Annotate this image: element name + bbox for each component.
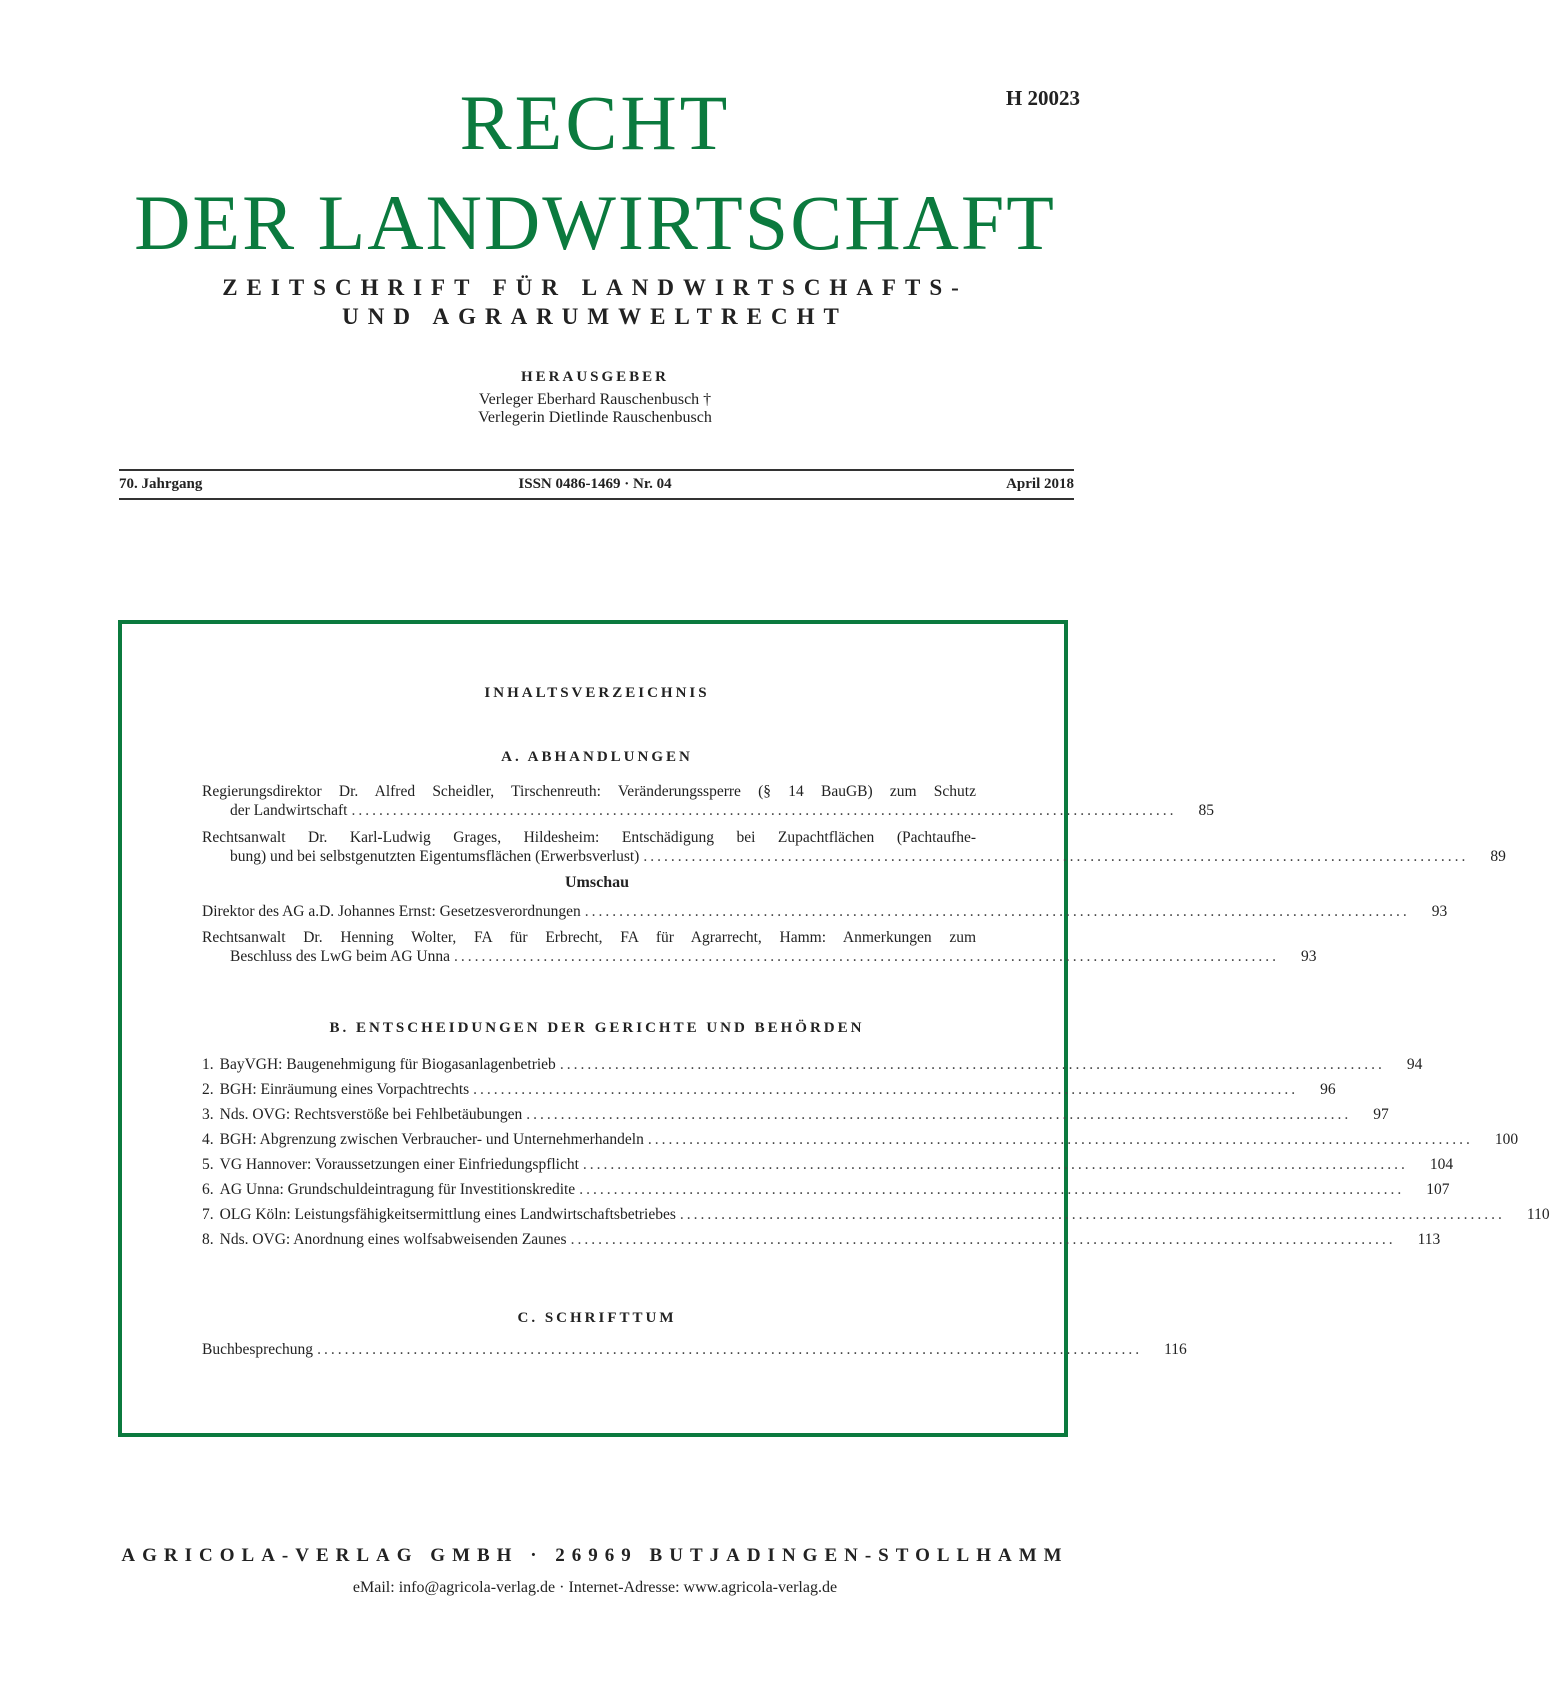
- toc-entry-page: 93: [1431, 903, 1448, 920]
- leader-dots: ........................................................................................................................: [582, 1156, 1408, 1173]
- toc-entry-page: 116: [1164, 1341, 1187, 1358]
- entry-number: 4.: [202, 1131, 214, 1148]
- toc-entry-text: VG Hannover: Voraussetzungen einer Einfriedungspflicht: [219, 1156, 579, 1173]
- toc-entry-line2: bung) und bei selbstgenutzten Eigentumsflächen (Erwerbsverlust): [230, 848, 640, 865]
- section-a-heading: A. ABHANDLUNGEN: [501, 749, 693, 765]
- journal-title-line2: DER LANDWIRTSCHAFT: [134, 179, 1056, 266]
- toc-entry-line2: der Landwirtschaft: [230, 802, 348, 819]
- leader-dots: ........................................................................................................................: [559, 1056, 1385, 1073]
- toc-entry-text: Direktor des AG a.D. Johannes Ernst: Gesetzesverordnungen: [202, 903, 581, 920]
- toc-entry[interactable]: [202, 1105, 1389, 1124]
- toc-entry[interactable]: [202, 928, 1317, 966]
- toc-entry[interactable]: [202, 1340, 1187, 1359]
- leader-dots: ........................................................................................................................: [647, 1131, 1473, 1148]
- leader-dots: ........................................................................................................................: [584, 903, 1410, 920]
- toc-entry[interactable]: [202, 1130, 1519, 1149]
- leader-dots: ........................................................................................................................: [579, 1181, 1405, 1198]
- toc-entry-text: OLG Köln: Leistungsfähigkeitsermittlung eines Landwirtschaftsbetriebes: [219, 1206, 676, 1223]
- toc-heading: INHALTSVERZEICHNIS: [484, 685, 710, 701]
- toc-entry-page: 94: [1406, 1056, 1423, 1073]
- publisher: AGRICOLA-VERLAG GMBH · 26969 BUTJADINGEN-STOLLHAMM: [121, 1545, 1069, 1566]
- section-b-heading: B. ENTSCHEIDUNGEN DER GERICHTE UND BEHÖRDEN: [329, 1020, 865, 1036]
- leader-dots: ........................................................................................................................: [473, 1081, 1299, 1098]
- toc-entry[interactable]: [202, 1155, 1454, 1174]
- entry-number: 7.: [202, 1206, 214, 1223]
- toc-entry-page: 113: [1417, 1231, 1441, 1248]
- leader-dots: ........................................................................................................................: [570, 1231, 1396, 1248]
- toc-entry-text: AG Unna: Grundschuldeintragung für Investitionskredite: [219, 1181, 576, 1198]
- entry-number: 8.: [202, 1231, 214, 1248]
- divider-top: [119, 469, 1074, 471]
- table-of-contents: [118, 620, 1550, 1437]
- toc-entry-text: Nds. OVG: Rechtsverstöße bei Fehlbetäubungen: [219, 1106, 523, 1123]
- entry-number: 2.: [202, 1081, 214, 1098]
- toc-entry-text: BGH: Abgrenzung zwischen Verbraucher- und Unternehmerhandeln: [219, 1131, 644, 1148]
- editor-2: Verlegerin Dietlinde Rauschenbusch: [478, 409, 712, 426]
- journal-title-line1: RECHT: [459, 79, 731, 166]
- toc-entry[interactable]: [202, 828, 1506, 866]
- toc-entry-text: BGH: Einräumung eines Vorpachtrechts: [219, 1081, 470, 1098]
- toc-entry-page: 104: [1429, 1156, 1454, 1173]
- toc-entry[interactable]: [202, 902, 1448, 921]
- issn-issue: ISSN 0486-1469 · Nr. 04: [518, 476, 672, 492]
- section-c-heading: C. SCHRIFTTUM: [517, 1310, 677, 1326]
- entry-number: 1.: [202, 1056, 214, 1073]
- toc-entry-line2: Beschluss des LwG beim AG Unna: [230, 948, 450, 965]
- entry-number: 3.: [202, 1106, 214, 1123]
- editors-heading: HERAUSGEBER: [520, 369, 670, 385]
- toc-entry-text: Buchbesprechung: [202, 1341, 314, 1358]
- leader-dots: ........................................................................................................................: [643, 848, 1469, 865]
- journal-subtitle-line1: ZEITSCHRIFT FÜR LANDWIRTSCHAFTS-: [222, 275, 968, 300]
- toc-entry-text: BayVGH: Baugenehmigung für Biogasanlagenbetrieb: [219, 1056, 556, 1073]
- toc-entry-page: 107: [1426, 1181, 1450, 1198]
- volume: 70. Jahrgang: [119, 476, 203, 492]
- toc-entry-page: 93: [1301, 948, 1317, 965]
- toc-entry-page: 85: [1198, 802, 1214, 819]
- leader-dots: ........................................................................................................................: [351, 802, 1177, 819]
- toc-entry-page: 110: [1526, 1206, 1550, 1223]
- divider-bottom: [119, 498, 1074, 500]
- toc-entry-line1: Rechtsanwalt Dr. Henning Wolter, FA für Erbrecht, FA für Agrarrecht, Hamm: Anmerkungen zum: [202, 929, 976, 946]
- leader-dots: ........................................................................................................................: [454, 948, 1279, 965]
- toc-entry-line1: Rechtsanwalt Dr. Karl-Ludwig Grages, Hildesheim: Entschädigung bei Zupachtflächen (Pachtaufhe-: [202, 829, 976, 846]
- issue-date: April 2018: [1006, 476, 1074, 492]
- toc-entry-page: 96: [1320, 1081, 1336, 1098]
- toc-entry[interactable]: [202, 1055, 1423, 1074]
- leader-dots: ........................................................................................................................: [317, 1341, 1143, 1358]
- toc-entry-text: Nds. OVG: Anordnung eines wolfsabweisenden Zaunes: [219, 1231, 567, 1248]
- toc-entry[interactable]: [202, 1180, 1450, 1199]
- toc-entry-page: 89: [1490, 848, 1506, 865]
- umschau-heading: Umschau: [564, 874, 629, 891]
- toc-entry[interactable]: [202, 1230, 1441, 1249]
- entry-number: 6.: [202, 1181, 214, 1198]
- publisher-contact: eMail: info@agricola-verlag.de · Internet-Adresse: www.agricola-verlag.de: [352, 1579, 838, 1596]
- leader-dots: ........................................................................................................................: [526, 1106, 1352, 1123]
- toc-entry[interactable]: [202, 1080, 1336, 1099]
- entry-number: 5.: [202, 1156, 214, 1173]
- journal-subtitle-line2: UND AGRARUMWELTRECHT: [342, 304, 848, 329]
- toc-entry-page: 97: [1373, 1106, 1389, 1123]
- toc-entry-line1: Regierungsdirektor Dr. Alfred Scheidler, Tirschenreuth: Veränderungssperre (§ 14 BauGB) zum Schutz: [202, 783, 976, 800]
- toc-entry[interactable]: [202, 1205, 1550, 1224]
- toc-entry-page: 100: [1494, 1131, 1519, 1148]
- editor-1: Verleger Eberhard Rauschenbusch †: [478, 391, 712, 408]
- leader-dots: ........................................................................................................................: [679, 1206, 1505, 1223]
- toc-entry[interactable]: [202, 782, 1214, 820]
- journal-code: H 20023: [1005, 86, 1080, 110]
